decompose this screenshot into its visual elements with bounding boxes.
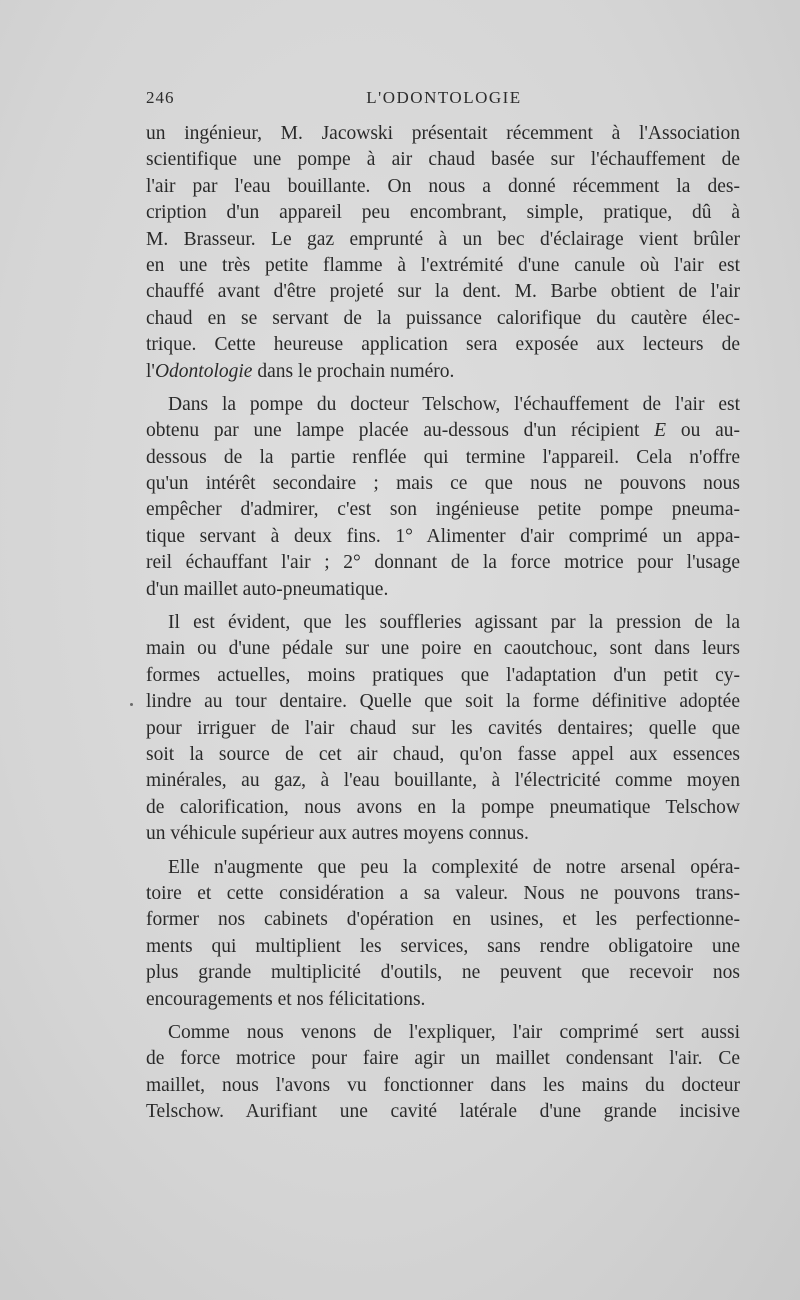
text-line: Telschow. Aurifiant une cavité latérale d'une grande incisive <box>146 1101 740 1123</box>
text-line: toire et cette considération a sa valeur. Nous ne pouvons trans- <box>146 882 740 904</box>
text-line: qu'un intérêt secondaire ; mais ce que nous ne pouvons nous <box>146 473 740 495</box>
text-line: trique. Cette heureuse application sera exposée aux lecteurs de <box>146 334 740 356</box>
text-line: reil échauffant l'air ; 2° donnant de la force motrice pour l'usage <box>146 552 740 574</box>
text-line: maillet, nous l'avons vu fonctionner dans les mains du docteur <box>146 1074 740 1096</box>
text-line: en une très petite flamme à l'extrémité d'une canule où l'air est <box>146 254 740 276</box>
text-line: soit la source de cet air chaud, qu'on fasse appel aux essences <box>146 743 740 765</box>
body-text <box>146 121 740 1125</box>
text-segment: obtenu par une lampe placée au-dessous d'un récipient <box>146 420 655 442</box>
text-line: minérales, au gaz, à l'eau bouillante, à l'électricité comme moyen <box>146 770 740 792</box>
text-line: l'air par l'eau bouillante. On nous a donné récemment la des- <box>146 175 740 197</box>
text-line: scientifique une pompe à air chaud basée sur l'échauffement de <box>146 149 740 171</box>
journal-title-italic: Odontologie <box>154 360 253 382</box>
text-line: d'un maillet auto-pneumatique. <box>146 578 389 600</box>
text-line: lindre au tour dentaire. Quelle que soit la forme définitive adoptée <box>146 691 740 713</box>
text-line: tique servant à deux fins. 1° Alimenter d'air comprimé un appa- <box>146 525 740 547</box>
text-line: un véhicule supérieur aux autres moyens connus. <box>146 823 529 845</box>
text-segment: dans le prochain numéro. <box>252 360 455 382</box>
text-line: un ingénieur, M. Jacowski présentait récemment à l'Association <box>146 123 740 144</box>
text-segment: l' <box>146 360 155 382</box>
text-line: de force motrice pour faire agir un maillet condensant l'air. Ce <box>146 1048 740 1070</box>
text-segment: ou au- <box>666 420 740 442</box>
text-line: de calorification, nous avons en la pompe pneumatique Telschow <box>146 796 740 818</box>
text-line: Dans la pompe du docteur Telschow, l'échauffement de l'air est <box>168 393 740 415</box>
text-line: former nos cabinets d'opération en usines, et les perfectionne- <box>146 909 740 931</box>
page-header <box>146 88 742 112</box>
text-line: M. Brasseur. Le gaz emprunté à un bec d'éclairage vient brûler <box>146 228 740 250</box>
text-line: encouragements et nos félicitations. <box>146 988 426 1010</box>
text-line: plus grande multiplicité d'outils, ne peuvent que recevoir nos <box>146 962 740 984</box>
text-line: main ou d'une pédale sur une poire en caoutchouc, sont dans leurs <box>146 638 740 660</box>
text-line: empêcher d'admirer, c'est son ingénieuse petite pompe pneuma- <box>146 499 740 521</box>
letter-label-italic: E <box>654 420 667 442</box>
text-line: dessous de la partie renflée qui termine l'appareil. Cela n'offre <box>146 446 740 468</box>
text-line: Il est évident, que les souffleries agissant par la pression de la <box>168 612 740 634</box>
text-line: chaud en se servant de la puissance calorifique du cautère élec- <box>146 307 740 329</box>
page-number: 246 <box>146 88 175 107</box>
running-head: L'ODONTOLOGIE <box>366 88 522 107</box>
text-line: cription d'un appareil peu encombrant, simple, pratique, dû à <box>146 202 740 224</box>
text-line: Comme nous venons de l'expliquer, l'air comprimé sert aussi <box>168 1021 740 1043</box>
text-line: pour irriguer de l'air chaud sur les cavités dentaires; quelle que <box>146 717 740 739</box>
text-line: ments qui multiplient les services, sans rendre obligatoire une <box>146 935 740 957</box>
text-line <box>146 359 740 385</box>
text-line <box>146 418 740 444</box>
text-line: chauffé avant d'être projeté sur la dent. M. Barbe obtient de l'air <box>146 281 740 303</box>
paper-speck <box>130 703 133 706</box>
text-line: formes actuelles, moins pratiques que l'adaptation d'un petit cy- <box>146 664 740 686</box>
text-line: Elle n'augmente que peu la complexité de notre arsenal opéra- <box>168 856 740 878</box>
